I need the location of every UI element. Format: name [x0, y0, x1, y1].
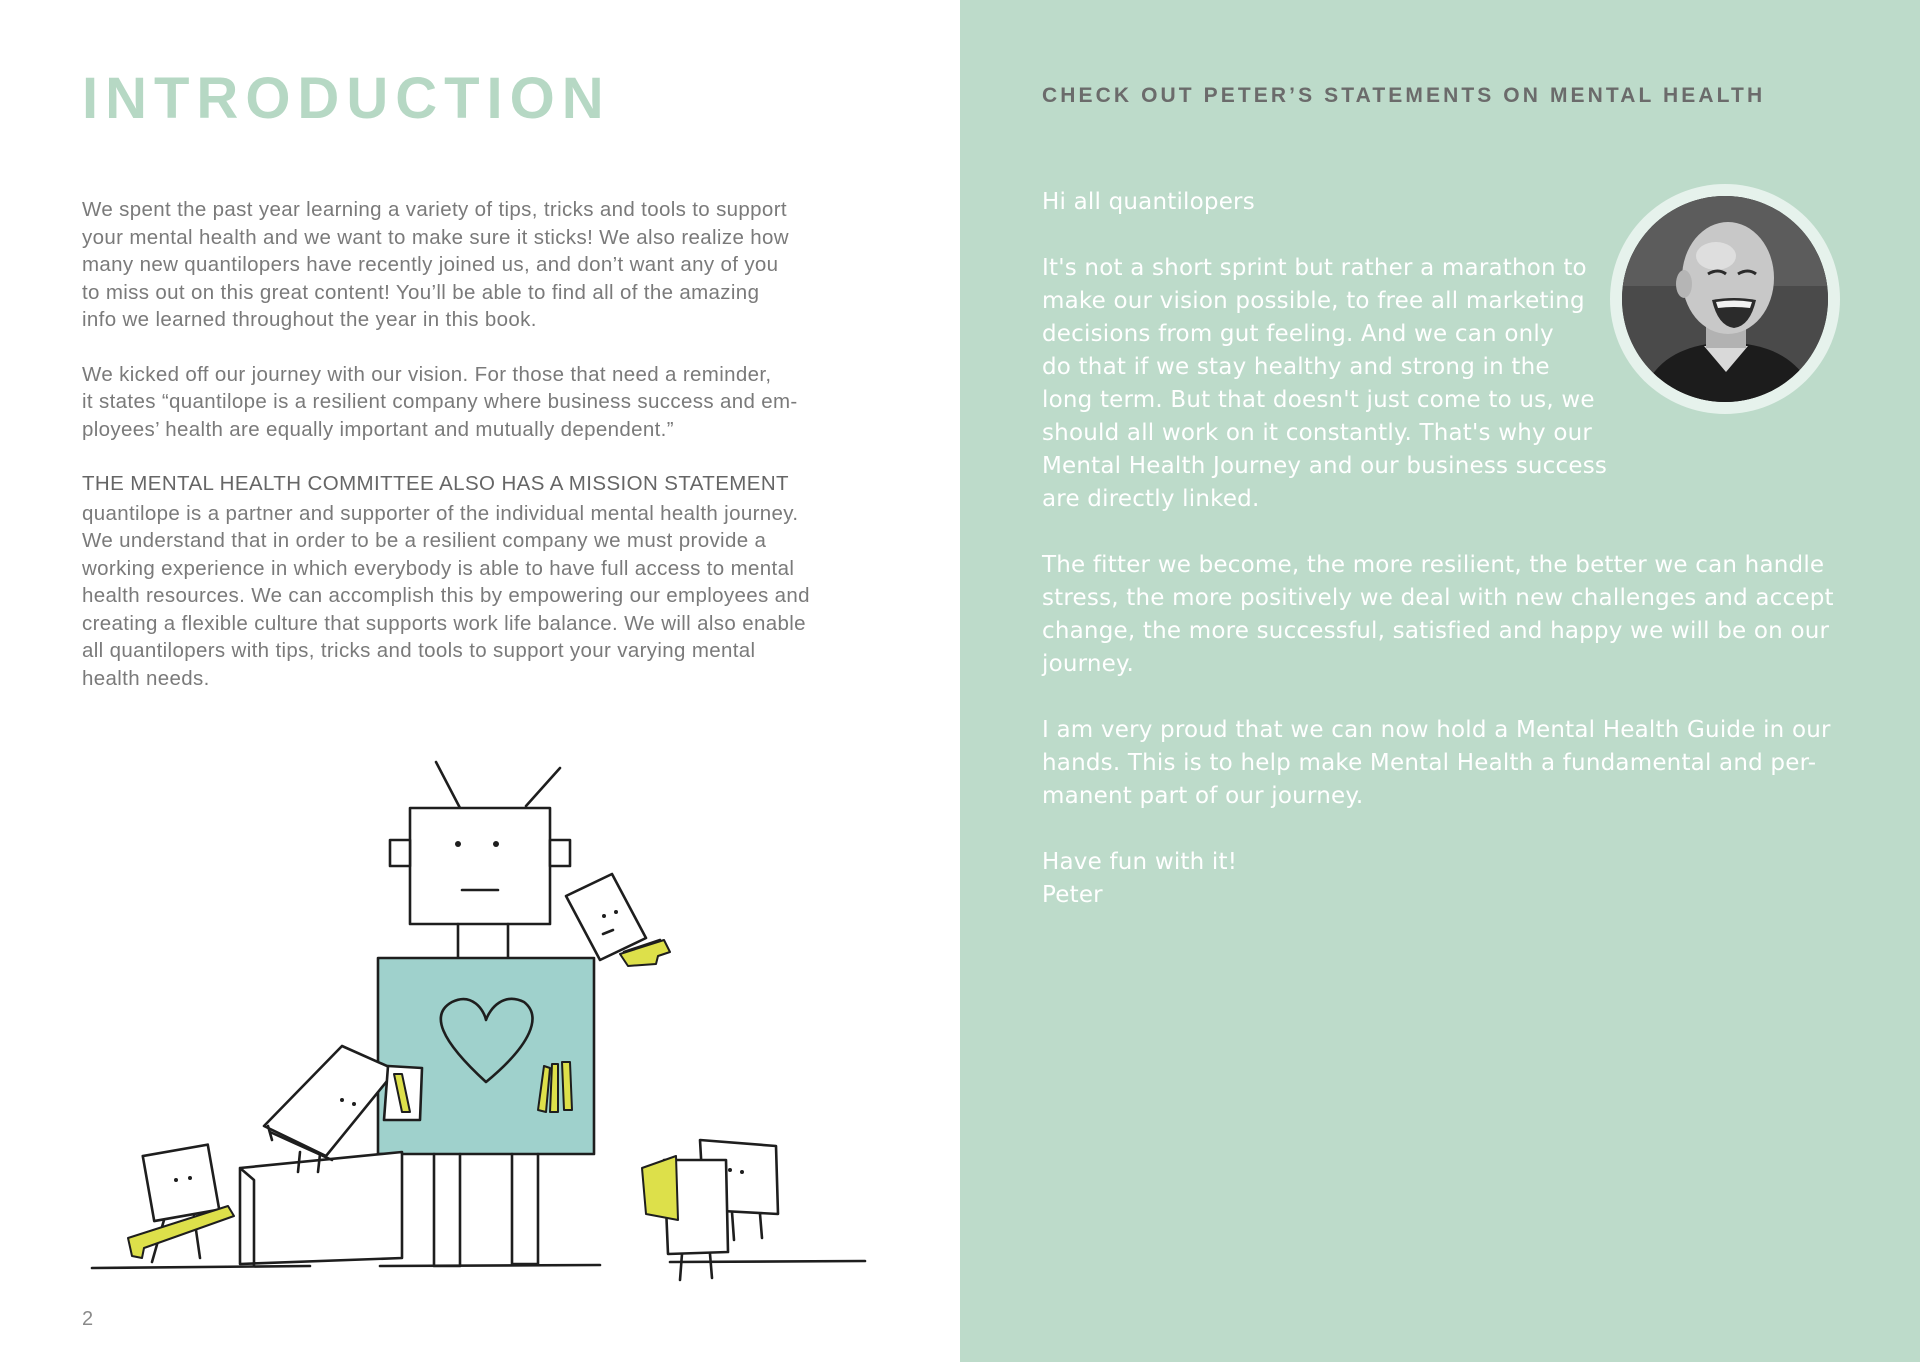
text-line: creating a flexible culture that supports work life balance. We will also enable — [82, 611, 806, 635]
robot-ear-right — [550, 840, 570, 866]
yellow-band — [642, 1156, 678, 1220]
text-line: Hi all quantilopers — [1042, 189, 1255, 215]
letter-paragraph-2 — [1042, 549, 1834, 681]
yellow-band — [550, 1064, 558, 1112]
text-line: do that if we stay healthy and strong in the — [1042, 354, 1550, 380]
text-line: info we learned throughout the year in this book. — [82, 308, 537, 331]
right-page — [960, 0, 1920, 1362]
text-line: working experience in which everybody is able to have full access to mental — [82, 556, 795, 580]
letter-greeting — [1042, 186, 1782, 219]
robot-ear-left — [390, 840, 410, 866]
text-line: It's not a short sprint but rather a marathon to — [1042, 255, 1587, 281]
box-character-shoulder — [566, 874, 646, 960]
text-line: manent part of our journey. — [1042, 783, 1364, 809]
text-line: quantilope is a partner and supporter of the individual mental health journey. — [82, 501, 799, 525]
robot-antenna-left — [436, 762, 460, 808]
text-line: are directly linked. — [1042, 486, 1260, 512]
text-line: I am very proud that we can now hold a Mental Health Guide in our — [1042, 717, 1831, 743]
text-line: ployees’ health are equally important and mutually dependent.” — [82, 417, 674, 441]
text-line: We understand that in order to be a resilient company we must provide a — [82, 529, 767, 552]
robot-illustration — [80, 740, 880, 1285]
crate — [240, 1152, 402, 1266]
letter-closing — [1042, 846, 1782, 912]
box-character-small-left — [143, 1145, 219, 1221]
text-line: journey. — [1042, 651, 1135, 677]
text-line: decisions from gut feeling. And we can only — [1042, 321, 1554, 347]
mission-text — [82, 500, 902, 693]
text-line: We kicked off our journey with our vision. For those that need a reminder, — [82, 362, 772, 386]
text-line: make our vision possible, to free all marketing — [1042, 288, 1585, 314]
text-line: health resources. We can accomplish this by empowering our employees and — [82, 584, 810, 607]
text-line: health needs. — [82, 666, 210, 690]
page-number: 2 — [82, 1308, 94, 1330]
text-line: to miss out on this great content! You’ll be able to find all of the amazing — [82, 280, 760, 304]
intro-paragraph-2 — [82, 361, 902, 444]
text-line: it states “quantilope is a resilient company where business success and em- — [82, 390, 798, 413]
text-line: Mental Health Journey and our business success — [1042, 453, 1608, 479]
robot-leg-left — [434, 1154, 460, 1266]
mission-heading: THE MENTAL HEALTH COMMITTEE ALSO HAS A MISSION STATEMENT — [82, 472, 789, 495]
page-title: INTRODUCTION — [82, 66, 611, 131]
intro-body — [82, 196, 902, 719]
text-line: all quantilopers with tips, tricks and tools to support your varying mental — [82, 639, 756, 662]
text-line: The fitter we become, the more resilient, the better we can handle — [1042, 552, 1825, 578]
letter-paragraph-1 — [1042, 252, 1782, 516]
text-line: change, the more successful, satisfied and happy we will be on our — [1042, 618, 1830, 644]
robot-leg-right — [512, 1154, 538, 1264]
robot-eye-right — [493, 841, 499, 847]
text-line: should all work on it constantly. That's why our — [1042, 420, 1593, 446]
text-line: many new quantilopers have recently joined us, and don’t want any of you — [82, 253, 779, 276]
robot-eye-left — [455, 841, 461, 847]
ground-line — [92, 1261, 865, 1268]
signature: Peter — [1042, 882, 1103, 908]
robot-head — [410, 808, 550, 924]
robot-antenna-right — [526, 768, 560, 806]
section-heading: CHECK OUT PETER’S STATEMENTS ON MENTAL HEALTH — [1042, 84, 1766, 107]
text-line: stress, the more positively we deal with new challenges and accept — [1042, 585, 1834, 611]
letter-body — [1042, 186, 1834, 945]
text-line: your mental health and we want to make sure it sticks! We also realize how — [82, 225, 789, 249]
closing-line: Have fun with it! — [1042, 849, 1238, 875]
intro-paragraph-1 — [82, 196, 902, 334]
text-line: We spent the past year learning a variety of tips, tricks and tools to support — [82, 198, 787, 221]
text-line: hands. This is to help make Mental Health a fundamental and per- — [1042, 750, 1817, 776]
letter-paragraph-3 — [1042, 714, 1831, 813]
robot-torso — [378, 958, 594, 1154]
text-line: long term. But that doesn't just come to us, we — [1042, 387, 1595, 413]
